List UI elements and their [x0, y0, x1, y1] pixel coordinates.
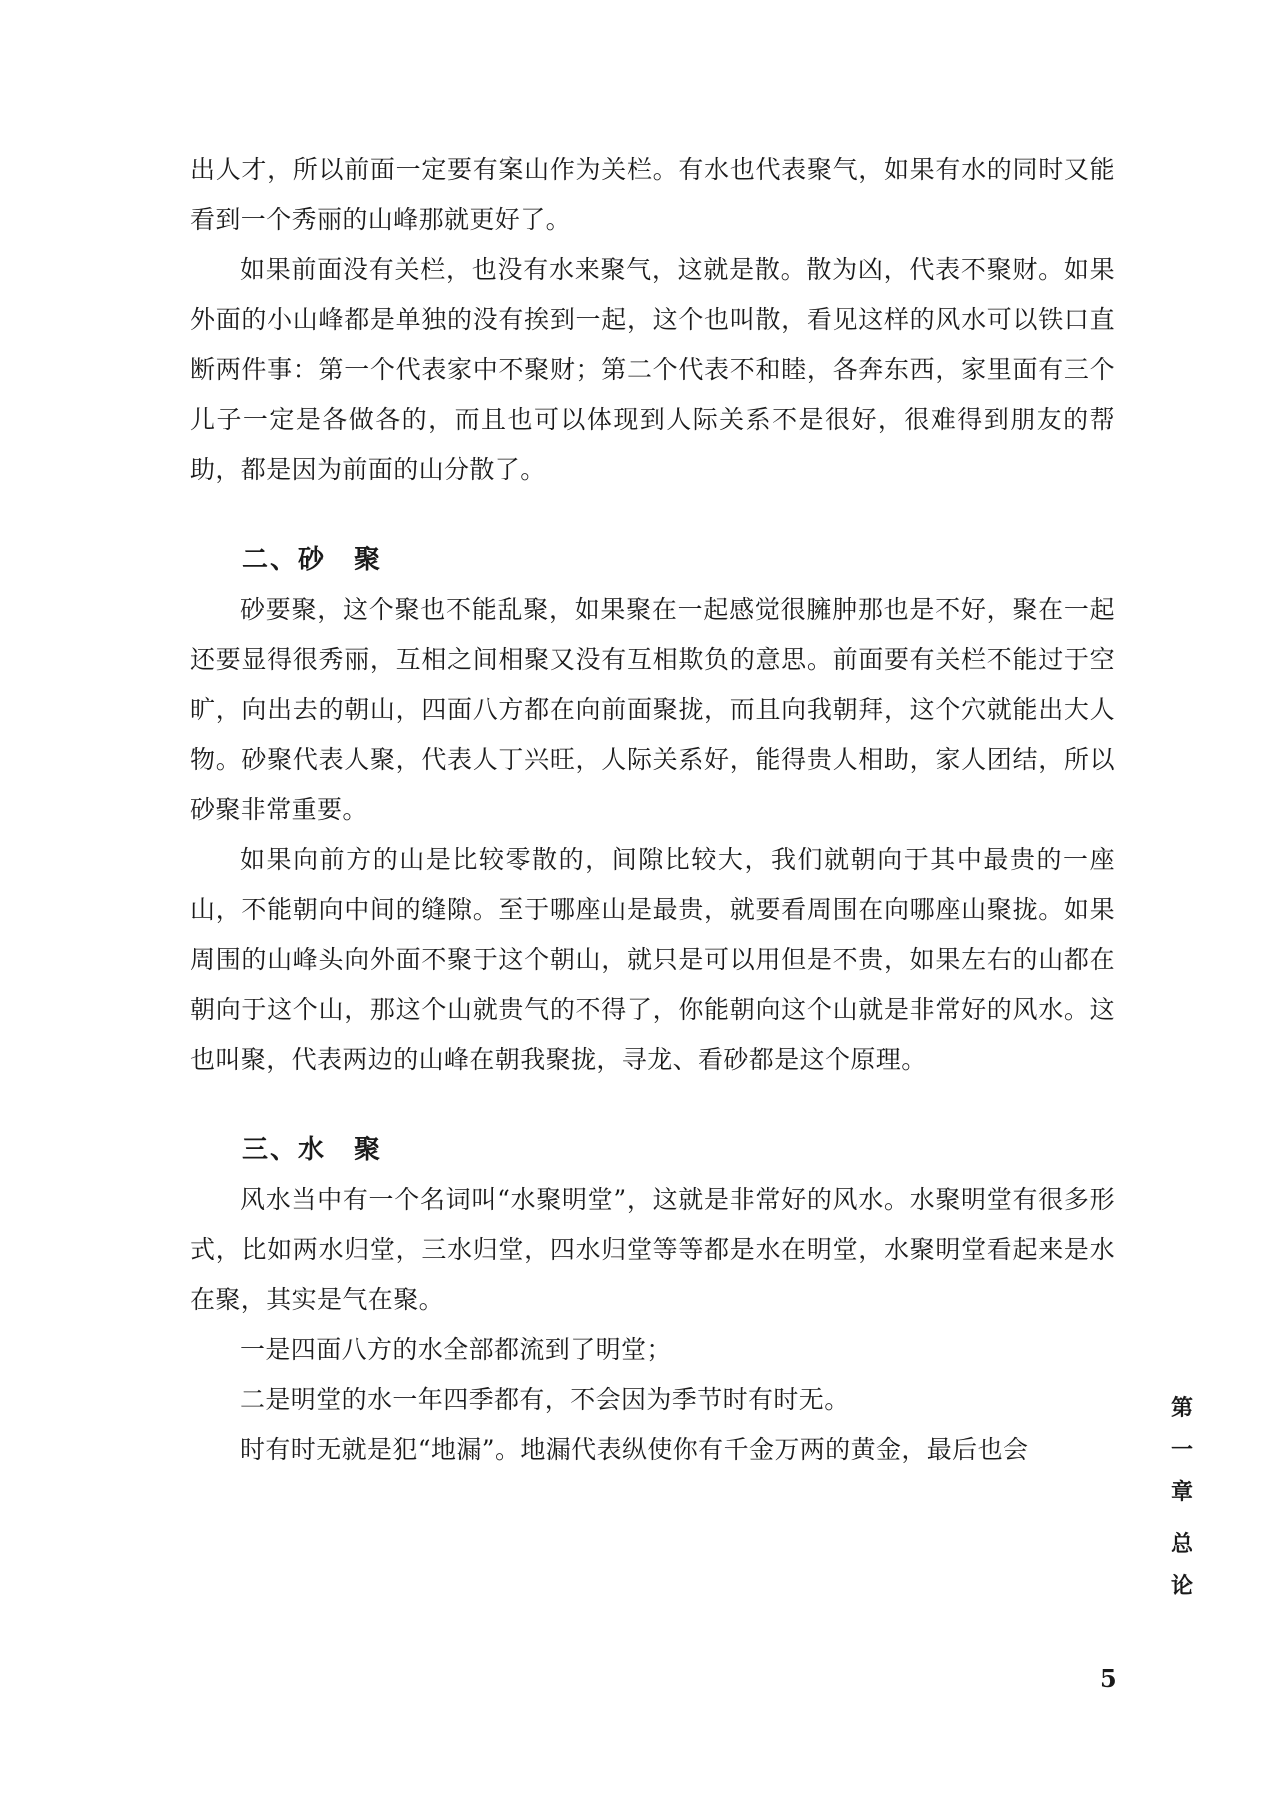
paragraph-continuation: 出人才，所以前面一定要有案山作为关栏。有水也代表聚气，如果有水的同时又能看到一个秀丽的山峰那就更好了。	[190, 155, 1115, 234]
body-text	[190, 145, 1115, 1475]
paragraph: 如果前面没有关栏，也没有水来聚气，这就是散。散为凶，代表不聚财。如果外面的小山峰都是单独的没有挨到一起，这个也叫散，看见这样的风水可以铁口直断两件事：第一个代表家中不聚财；第二个代表不和睦，各奔东西，家里面有三个儿子一定是各做各的，而且也可以体现到人际关系不是很好，很难得到朋友的帮助，都是因为前面的山分散了。	[190, 255, 1115, 484]
section-gap	[190, 495, 1115, 535]
paragraph: 砂要聚，这个聚也不能乱聚，如果聚在一起感觉很臃肿那也是不好，聚在一起还要显得很秀丽，互相之间相聚又没有互相欺负的意思。前面要有关栏不能过于空旷，向出去的朝山，四面八方都在向前面聚拢，而且向我朝拜，这个穴就能出大人物。砂聚代表人聚，代表人丁兴旺，人际关系好，能得贵人相助，家人团结，所以砂聚非常重要。	[190, 595, 1115, 824]
chapter-char: 第	[1170, 1396, 1193, 1421]
paragraph: 二是明堂的水一年四季都有，不会因为季节时有时无。	[240, 1385, 850, 1414]
paragraph: 一是四面八方的水全部都流到了明堂；	[240, 1335, 672, 1364]
label-separator	[1162, 1514, 1202, 1524]
chapter-char: 章	[1170, 1480, 1193, 1505]
section-heading-sha-ju: 二、砂 聚	[242, 545, 383, 575]
section-heading-shui-ju: 三、水 聚	[242, 1135, 383, 1165]
paragraph: 风水当中有一个名词叫“水聚明堂”，这就是非常好的风水。水聚明堂有很多形式，比如两水归堂，三水归堂，四水归堂等等都是水在明堂，水聚明堂看起来是水在聚，其实是气在聚。	[190, 1185, 1115, 1314]
chapter-title-char: 论	[1170, 1574, 1193, 1599]
page-number: 5	[1100, 1664, 1117, 1693]
chapter-char: 一	[1170, 1438, 1193, 1463]
paragraph: 如果向前方的山是比较零散的，间隙比较大，我们就朝向于其中最贵的一座山，不能朝向中间的缝隙。至于哪座山是最贵，就要看周围在向哪座山聚拢。如果周围的山峰头向外面不聚于这个朝山，就只是可以用但是不贵，如果左右的山都在朝向于这个山，那这个山就贵气的不得了，你能朝向这个山就是非常好的风水。这也叫聚，代表两边的山峰在朝我聚拢，寻龙、看砂都是这个原理。	[190, 845, 1115, 1074]
chapter-side-label	[1162, 1388, 1202, 1608]
chapter-title-char: 总	[1170, 1532, 1193, 1557]
paragraph: 时有时无就是犯“地漏”。地漏代表纵使你有千金万两的黄金，最后也会	[240, 1435, 1029, 1464]
section-gap	[190, 1085, 1115, 1125]
